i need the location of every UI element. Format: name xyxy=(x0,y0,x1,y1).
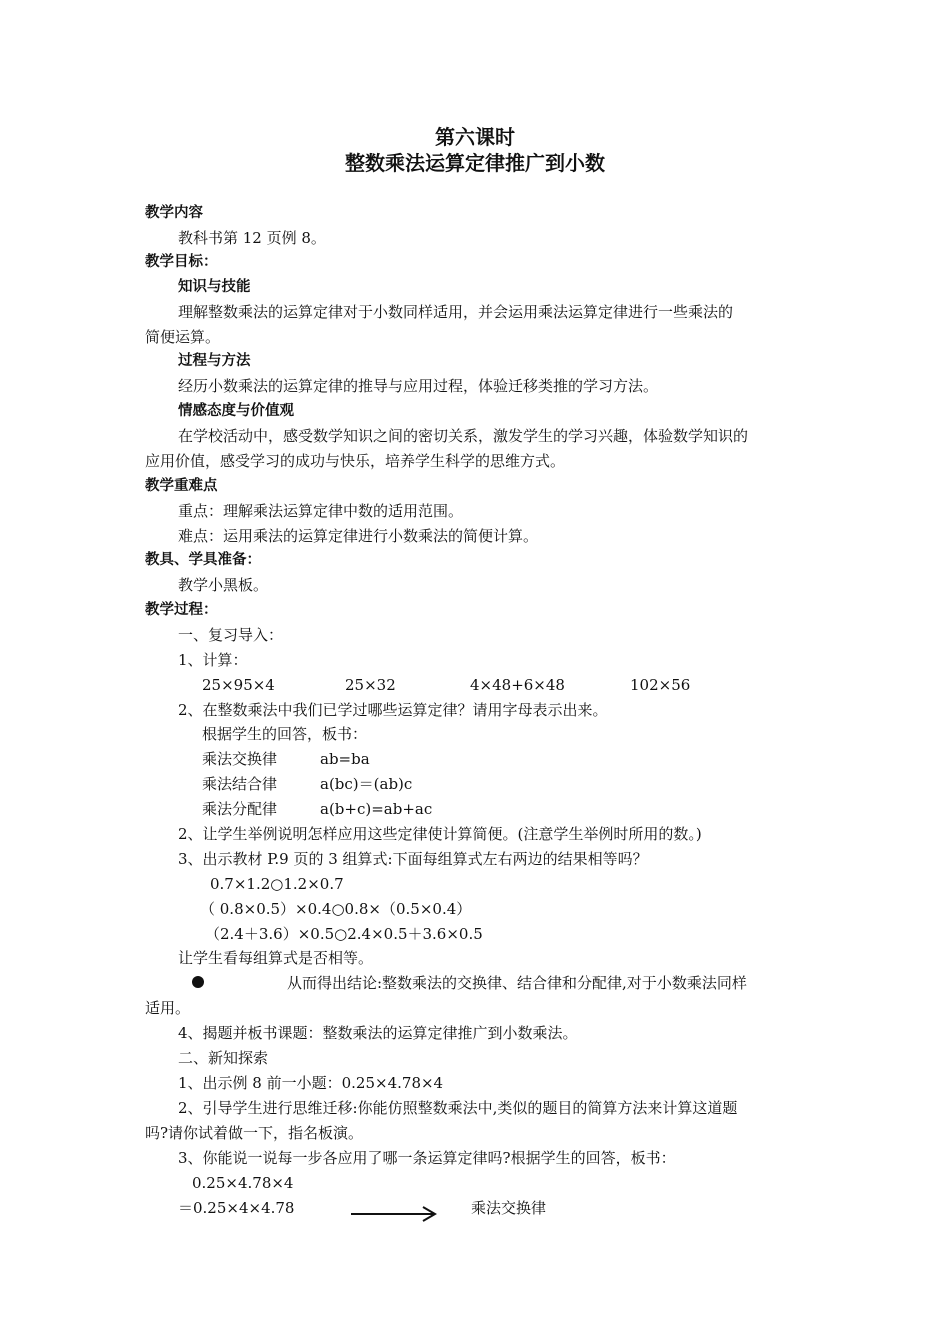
law-formula-commutative: ab=ba xyxy=(320,750,370,768)
goal1-heading: 知识与技能 xyxy=(178,279,251,295)
section-heading-key-points: 教学重难点 xyxy=(145,478,218,494)
calc-expression-3: 4×48+6×48 xyxy=(470,676,565,694)
content-text: 教科书第 12 页例 8。 xyxy=(178,229,326,247)
process-check-equal: 让学生看每组算式是否相等。 xyxy=(178,949,374,967)
solution-step-1: 0.25×4.78×4 xyxy=(192,1174,294,1192)
section-heading-goals: 教学目标： xyxy=(145,254,218,270)
calc-expression-2: 25×32 xyxy=(345,676,396,694)
process-new-knowledge: 二、新知探索 xyxy=(178,1049,269,1067)
page-title: 整数乘法运算定律推广到小数 xyxy=(345,151,605,175)
difficult-point: 难点：运用乘法的运算定律进行小数乘法的简便计算。 xyxy=(178,527,539,545)
goal2-text: 经历小数乘法的运算定律的推导与应用过程，体验迁移类推的学习方法。 xyxy=(178,377,659,395)
calc-expression-4: 102×56 xyxy=(630,676,691,694)
process-transfer-line2: 吗?请你试着做一下，指名板演。 xyxy=(145,1124,364,1142)
equation-2: （ 0.8×0.5）×0.4○0.8×（0.5×0.4） xyxy=(200,900,472,918)
law-formula-distributive: a(b+c)=ab+ac xyxy=(320,800,433,818)
goal2-heading: 过程与方法 xyxy=(178,353,251,369)
conclusion-line2: 适用。 xyxy=(145,999,191,1017)
law-name-associative: 乘法结合律 xyxy=(202,775,278,793)
law-formula-associative: a(bc)＝(ab)c xyxy=(320,775,413,793)
conclusion-line1: 从而得出结论:整数乘法的交换律、结合律和分配律,对于小数乘法同样 xyxy=(287,974,747,992)
process-step-review: 一、复习导入： xyxy=(178,626,284,644)
process-show-textbook: 3、出示教材 P.9 页的 3 组算式:下面每组算式左右两边的结果相等吗？ xyxy=(178,850,648,868)
tools-text: 教学小黑板。 xyxy=(178,576,269,594)
law-name-distributive: 乘法分配律 xyxy=(202,800,278,818)
process-examples: 2、让学生举例说明怎样应用这些定律使计算简便。(注意学生举例时所用的数。) xyxy=(178,825,702,843)
section-heading-process: 教学过程： xyxy=(145,602,218,618)
key-point: 重点：理解乘法运算定律中数的适用范围。 xyxy=(178,502,464,520)
goal3-text-line1: 在学校活动中，感受数学知识之间的密切关系，激发学生的学习兴趣，体验数学知识的 xyxy=(178,427,749,445)
board-intro: 根据学生的回答，板书： xyxy=(202,725,368,743)
lesson-number: 第六课时 xyxy=(435,125,515,149)
goal1-text-line2: 简便运算。 xyxy=(145,328,221,346)
goal3-text-line2: 应用价值，感受学习的成功与快乐，培养学生科学的思维方式。 xyxy=(145,452,566,470)
process-reveal-topic: 4、揭题并板书课题：整数乘法的运算定律推广到小数乘法。 xyxy=(178,1024,578,1042)
process-step-calc: 1、计算： xyxy=(178,651,248,669)
calc-expression-1: 25×95×4 xyxy=(202,676,275,694)
bullet-icon xyxy=(192,976,204,988)
goal3-heading: 情感态度与价值观 xyxy=(178,403,294,419)
goal1-text-line1: 理解整数乘法的运算定律对于小数同样适用，并会运用乘法运算定律进行一些乘法的 xyxy=(178,303,734,321)
right-arrow-icon xyxy=(349,1204,439,1224)
process-question-laws: 2、在整数乘法中我们已学过哪些运算定律？请用字母表示出来。 xyxy=(178,701,608,719)
equation-1: 0.7×1.2○1.2×0.7 xyxy=(210,875,344,893)
solution-step-2: ＝0.25×4×4.78 xyxy=(178,1199,295,1217)
equation-3: （2.4＋3.6）×0.5○2.4×0.5＋3.6×0.5 xyxy=(205,925,483,943)
section-heading-content: 教学内容 xyxy=(145,205,203,221)
process-example-8: 1、出示例 8 前一小题：0.25×4.78×4 xyxy=(178,1074,444,1092)
solution-step-2-law: 乘法交换律 xyxy=(471,1199,547,1217)
process-explain-steps: 3、你能说一说每一步各应用了哪一条运算定律吗?根据学生的回答，板书： xyxy=(178,1149,676,1167)
process-transfer-line1: 2、引导学生进行思维迁移:你能仿照整数乘法中,类似的题目的简算方法来计算这道题 xyxy=(178,1099,738,1117)
section-heading-tools: 教具、学具准备： xyxy=(145,552,261,568)
law-name-commutative: 乘法交换律 xyxy=(202,750,278,768)
